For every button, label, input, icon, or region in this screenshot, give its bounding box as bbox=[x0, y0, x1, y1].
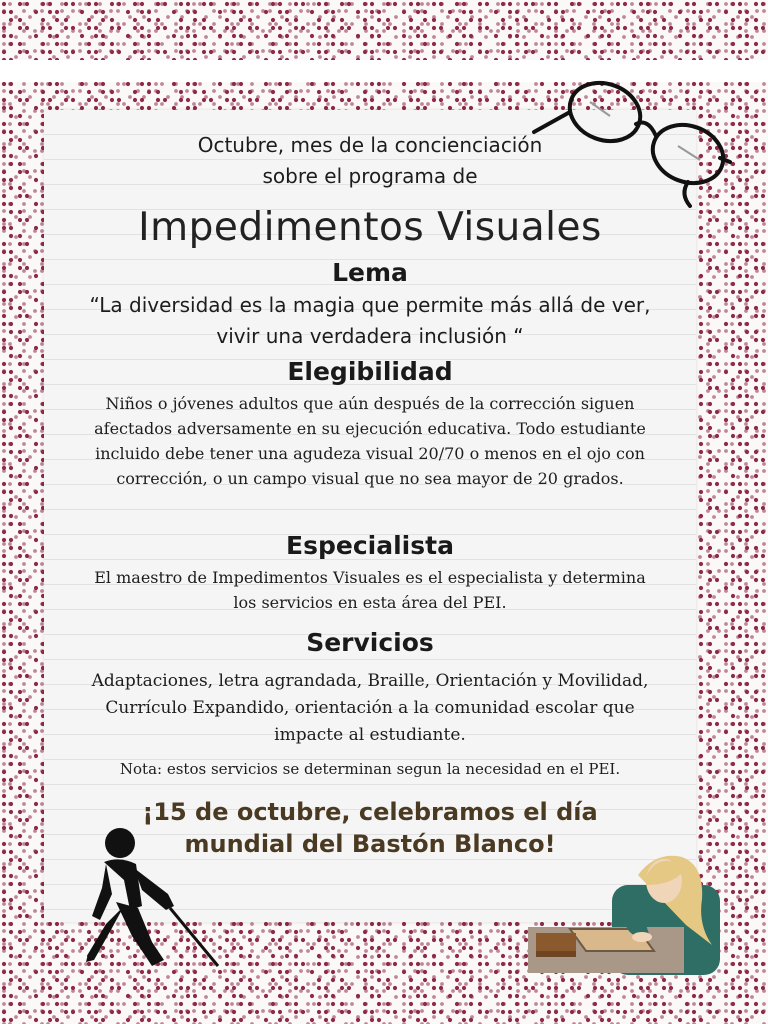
elegibilidad-heading: Elegibilidad bbox=[287, 357, 453, 386]
eyeglasses-icon bbox=[530, 72, 735, 212]
servicios-heading: Servicios bbox=[306, 628, 434, 657]
elegibilidad-text: Niños o jóvenes adultos que aún después de la corrección siguen afectados adversamente en su ejecución educativa. Todo estudiante incluido debe tener una agudeza visual 20/70 o menos en el ojo con corrección, o un campo visual que no sea mayor de 20 grados. bbox=[94, 394, 646, 488]
especialista-heading: Especialista bbox=[286, 531, 454, 560]
intro-text: Octubre, mes de la concienciación sobre el programa de bbox=[197, 133, 543, 188]
person-with-white-cane-icon bbox=[82, 828, 227, 970]
lema-heading: Lema bbox=[332, 258, 408, 287]
especialista-text: El maestro de Impedimentos Visuales es el especialista y determina los servicios en esta área del PEI. bbox=[94, 568, 646, 612]
celebration-text: ¡15 de octubre, celebramos el día mundial del Bastón Blanco! bbox=[142, 798, 598, 858]
woman-reading-braille-icon bbox=[526, 845, 726, 980]
page-title: Impedimentos Visuales bbox=[138, 205, 602, 250]
flyer-content bbox=[44, 110, 696, 922]
lema-quote: “La diversidad es la magia que permite más allá de ver, vivir una verdadera inclusión “ bbox=[89, 293, 651, 348]
nota-text: Nota: estos servicios se determinan segun la necesidad en el PEI. bbox=[119, 760, 621, 778]
servicios-text: Adaptaciones, letra agrandada, Braille, Orientación y Movilidad, Currículo Expandido, orientación a la comunidad escolar que impacte al estudiante. bbox=[91, 671, 649, 745]
